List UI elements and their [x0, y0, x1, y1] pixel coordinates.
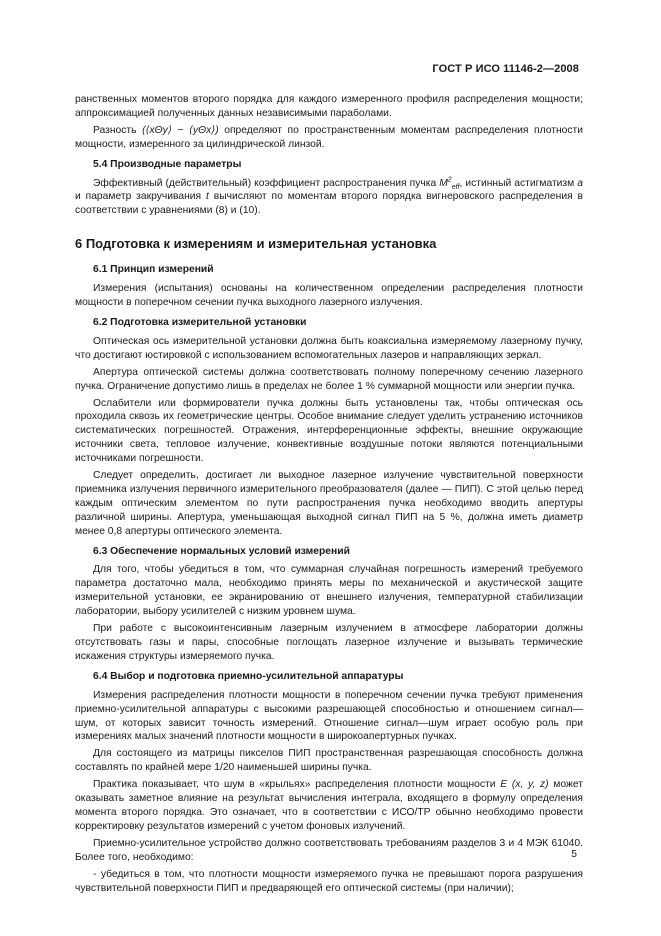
- formula-e-xyz: E (x, y, z): [500, 779, 549, 791]
- paragraph-5-4-1: [75, 177, 583, 219]
- formula-m2eff: [439, 178, 459, 189]
- text-fragment: может оказывать заметное влияние на результат вычисления интеграла, входящего в формулу определения момента второго порядка. Это означает, что в соответствии с ИСО/ТР обычно необходимо провести корректировку результатов измерений с учетом фоновых излучений.: [75, 779, 583, 832]
- variable-a: a: [577, 177, 583, 189]
- text-fragment: и параметр закручивания: [75, 191, 206, 203]
- paragraph-6-2-4: Следует определить, достигает ли выходное лазерное излучение чувствительной поверхности приемника излучения первичного измерительного преобразователя (далее — ПИП). С этой целью перед каждым оптическим элементом по пути распространения пучка необходимо вводить апертуры различной ширины. Апертура, уменьшающая выходной сигнал ПИП на 5 %, должна иметь диаметр менее 0,8 апертуры оптического элемента.: [75, 470, 583, 537]
- paragraph-6-2-2: Апертура оптической системы должна соответствовать полному поперечному сечению лазерного пучка. Ограничение допустимо лишь в пределах не более 1 % суммарной мощности или энергии пучка.: [75, 366, 583, 392]
- paragraph-6-3-1: Для того, чтобы убедиться в том, что суммарная случайная погрешность измерений требуемого параметра достаточно мала, необходимо принять меры по механической и акустической защите измерительной установки, ее экранированию от внешнего излучения, температурной стабилизации лаборатории, выбору усилителей с низким уровнем шума.: [75, 564, 583, 618]
- paragraph-6-4-2: Для состоящего из матрицы пикселов ПИП пространственная разрешающая способность должна составлять по крайней мере 1/20 наименьшей ширины пучка.: [75, 748, 583, 774]
- paragraph-6-4-5: - убедиться в том, что плотности мощности измеряемого пучка не превышают порога разрушения чувствительной поверхности ПИП и предваряющей его оптической системы (при наличии);: [75, 868, 583, 894]
- paragraph-6-3-2: При работе с высокоинтенсивным лазерным излучением в атмосфере лаборатории должны отсутствовать газы и пары, способные поглощать лазерное излучение и вызывать термические искажения структуры измеряемого пучка.: [75, 623, 583, 662]
- paragraph-6-2-1: Оптическая ось измерительной установки должна быть коаксиальна измеряемому лазерному пучку, что достигают юстировкой с использованием вспомогательных лазеров и направляющих зеркал.: [75, 335, 583, 361]
- difference-formula: (⟨xΘy⟩ − ⟨yΘx⟩): [142, 124, 219, 136]
- page-header-standard-code: ГОСТ Р ИСО 11146-2—2008: [432, 63, 579, 75]
- variable-t: t: [205, 191, 209, 203]
- difference-rest: определяют по пространственным моментам распределения плотности мощности, измеренного за цилиндрической линзой.: [75, 124, 583, 150]
- paragraph-6-4-4: Приемно-усилительное устройство должно соответствовать требованиям разделов 3 и 4 МЭК 61040. Более того, необходимо:: [75, 837, 583, 863]
- formula-superscript: 2: [447, 176, 452, 184]
- paragraph-6-1-1: Измерения (испытания) основаны на количественном определении распределения плотности мощности в поперечном сечении пучка выходного лазерного излучения.: [75, 283, 583, 309]
- paragraph-6-4-3: [75, 778, 583, 834]
- paragraph-6-2-3: Ослабители или формирователи пучка должны быть установлены так, чтобы оптическая ось проходила сквозь их геометрические центры. Особое внимание следует уделить устранению источников систематических погрешностей. Отражения, интерференционные эффекты, внешние окружающие источники света, тепловое излучение, конвективные воздушные потоки являются потенциальными источниками погрешности.: [75, 397, 583, 465]
- section-title-6: 6 Подготовка к измерениям и измерительная установка: [75, 236, 437, 252]
- page-content: [75, 93, 583, 898]
- formula-symbol: M: [439, 177, 448, 189]
- text-fragment: Практика показывает, что шум в «крыльях» распределения плотности мощности: [93, 779, 501, 791]
- paragraph-difference: [75, 124, 583, 152]
- subsection-title-6-2: 6.2 Подготовка измерительной установки: [93, 316, 307, 328]
- text-fragment: Эффективный (действительный) коэффициент распространения пучка: [93, 177, 440, 189]
- subsection-title-6-1: 6.1 Принцип измерений: [93, 264, 214, 276]
- subsection-title-6-4: 6.4 Выбор и подготовка приемно-усилительной аппаратуры: [93, 670, 404, 682]
- text-fragment: , истинный астигматизм: [459, 177, 578, 189]
- difference-lead: Разность: [93, 124, 137, 136]
- subsection-title-6-3: 6.3 Обеспечение нормальных условий измерений: [93, 545, 350, 557]
- paragraph-intro: ранственных моментов второго порядка для каждого измеренного профиля распределения мощности; аппроксимацией полученных данных независимыми параболами.: [75, 94, 583, 119]
- formula-subscript: eff: [451, 183, 460, 191]
- subsection-title-5-4: 5.4 Производные параметры: [93, 158, 242, 170]
- text-fragment: вычисляют по моментам второго порядка вигнеровского распределения в соответствии с уравнениями (8) и (10).: [75, 191, 583, 217]
- page-number: 5: [571, 849, 577, 860]
- paragraph-6-4-1: Измерения распределения плотности мощности в поперечном сечении пучка требуют применения приемно-усилительной аппаратуры с высокими разрешающей способностью и отношением сигнал—шум, от которых зависит точность измерений. Отношение сигнал—шум играет особую роль при измерениях малых значений плотности мощности в широкоапертурных пучках.: [75, 689, 583, 743]
